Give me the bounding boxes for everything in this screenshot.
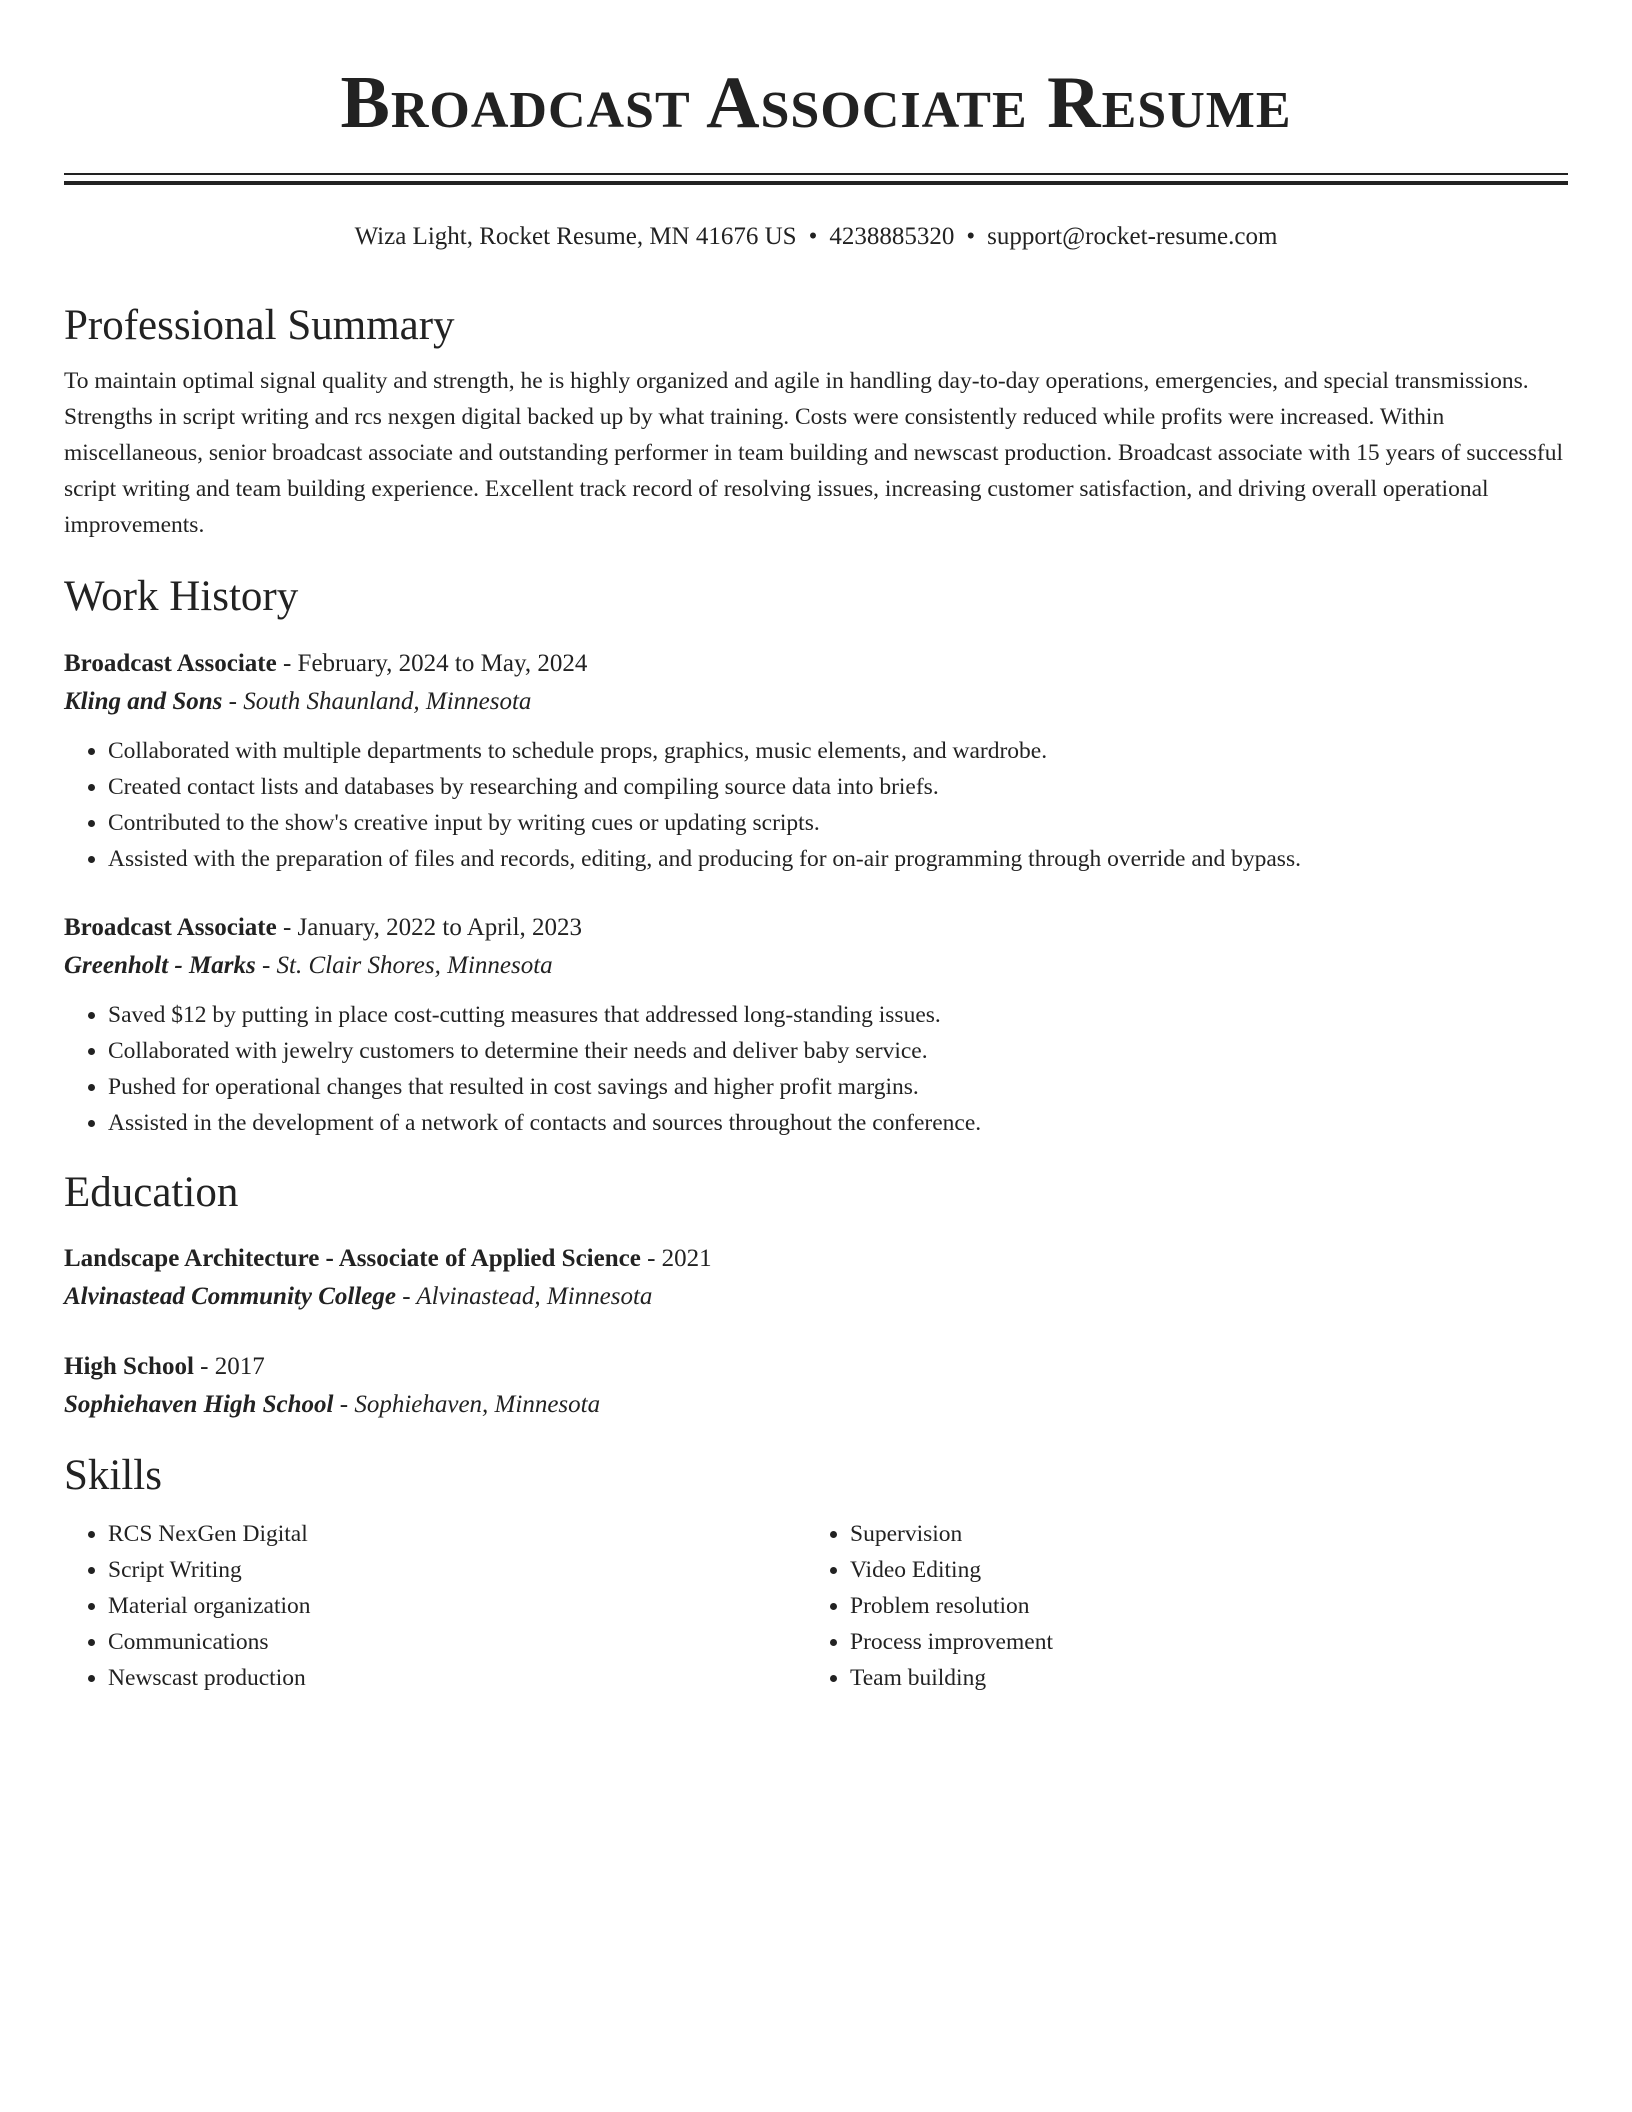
list-item: • Saved $12 by putting in place cost-cutting measures that addressed long-standing issues. (108, 997, 1568, 1033)
job-bullets (64, 733, 1568, 877)
summary-text: To maintain optimal signal quality and strength, he is highly organized and agile in handling day-to-day operations, emergencies, and special transmissions. Strengths in script writing and rcs nexgen digital backed up by what training. Costs were consistently reduced while profits were increased. Within miscellaneous, senior broadcast associate and outstanding performer in team building and newscast production. Broadcast associate with 15 years of successful script writing and team building experience. Excellent track record of resolving issues, increasing customer satisfaction, and driving overall operational improvements. (64, 368, 1563, 539)
school-name: Alvinastead Community College (64, 1283, 396, 1311)
contact-address: Wiza Light, Rocket Resume, MN 41676 US (354, 223, 797, 250)
job-dates: - February, 2024 to May, 2024 (276, 649, 588, 677)
work-history-heading: Work History (64, 573, 299, 621)
degree: Landscape Architecture - Associate of Applied Science (64, 1245, 641, 1273)
list-item: • Pushed for operational changes that resulted in cost savings and higher profit margins. (108, 1069, 1568, 1105)
graduation-year: - 2021 (640, 1245, 712, 1273)
resume-page (64, 0, 1568, 1696)
skills-list-left (64, 1516, 806, 1696)
title-divider (64, 173, 1568, 185)
list-item: • Problem resolution (850, 1588, 1548, 1624)
skills-list-right (806, 1516, 1548, 1696)
school-name: Sophiehaven High School (64, 1391, 334, 1419)
degree-line (64, 1348, 1568, 1386)
contact-separator: • (808, 223, 818, 250)
graduation-year: - 2017 (193, 1353, 265, 1381)
education-entry (64, 1240, 1568, 1316)
contact-separator: • (966, 223, 976, 250)
job-company-line (64, 683, 1568, 721)
job-title: Broadcast Associate (64, 913, 277, 941)
job-entry (64, 909, 1568, 1141)
list-item: • Communications (108, 1624, 806, 1660)
summary-heading: Professional Summary (64, 301, 455, 349)
list-item: • Video Editing (850, 1552, 1548, 1588)
list-item: • Team building (850, 1660, 1548, 1696)
school-line (64, 1386, 1568, 1424)
list-item: • Supervision (850, 1516, 1548, 1552)
degree: High School (64, 1353, 194, 1381)
job-company: Kling and Sons (64, 687, 223, 715)
education-entry (64, 1348, 1568, 1424)
education-heading: Education (64, 1168, 239, 1216)
list-item: • Material organization (108, 1588, 806, 1624)
contact-phone: 4238885320 (829, 223, 955, 250)
list-item: • Newscast production (108, 1660, 806, 1696)
job-dates: - January, 2022 to April, 2023 (276, 913, 583, 941)
skills-heading: Skills (64, 1452, 162, 1500)
list-item: • RCS NexGen Digital (108, 1516, 806, 1552)
job-title-line (64, 909, 1568, 947)
list-item: • Collaborated with jewelry customers to determine their needs and deliver baby service. (108, 1033, 1568, 1069)
job-entry (64, 645, 1568, 877)
job-title: Broadcast Associate (64, 649, 277, 677)
list-item: • Assisted with the preparation of files and records, editing, and producing for on-air programming through override and bypass. (108, 841, 1568, 877)
job-company: Greenholt - Marks (64, 951, 256, 979)
list-item: • Created contact lists and databases by researching and compiling source data into briefs. (108, 769, 1568, 805)
school-location: - Alvinastead, Minnesota (395, 1283, 653, 1311)
degree-line (64, 1240, 1568, 1278)
job-title-line (64, 645, 1568, 683)
list-item: • Contributed to the show's creative input by writing cues or updating scripts. (108, 805, 1568, 841)
job-location: - South Shaunland, Minnesota (222, 687, 532, 715)
job-company-line (64, 947, 1568, 985)
list-item: • Collaborated with multiple departments to schedule props, graphics, music elements, and wardrobe. (108, 733, 1568, 769)
school-location: - Sophiehaven, Minnesota (333, 1391, 601, 1419)
job-bullets (64, 997, 1568, 1141)
list-item: • Script Writing (108, 1552, 806, 1588)
resume-title: Broadcast Associate Resume (340, 62, 1292, 144)
list-item: • Assisted in the development of a network of contacts and sources throughout the conference. (108, 1105, 1568, 1141)
job-location: - St. Clair Shores, Minnesota (255, 951, 553, 979)
list-item: • Process improvement (850, 1624, 1548, 1660)
school-line (64, 1278, 1568, 1316)
contact-line (64, 221, 1568, 254)
skills-columns (64, 1516, 1568, 1696)
contact-email: support@rocket-resume.com (987, 223, 1278, 250)
